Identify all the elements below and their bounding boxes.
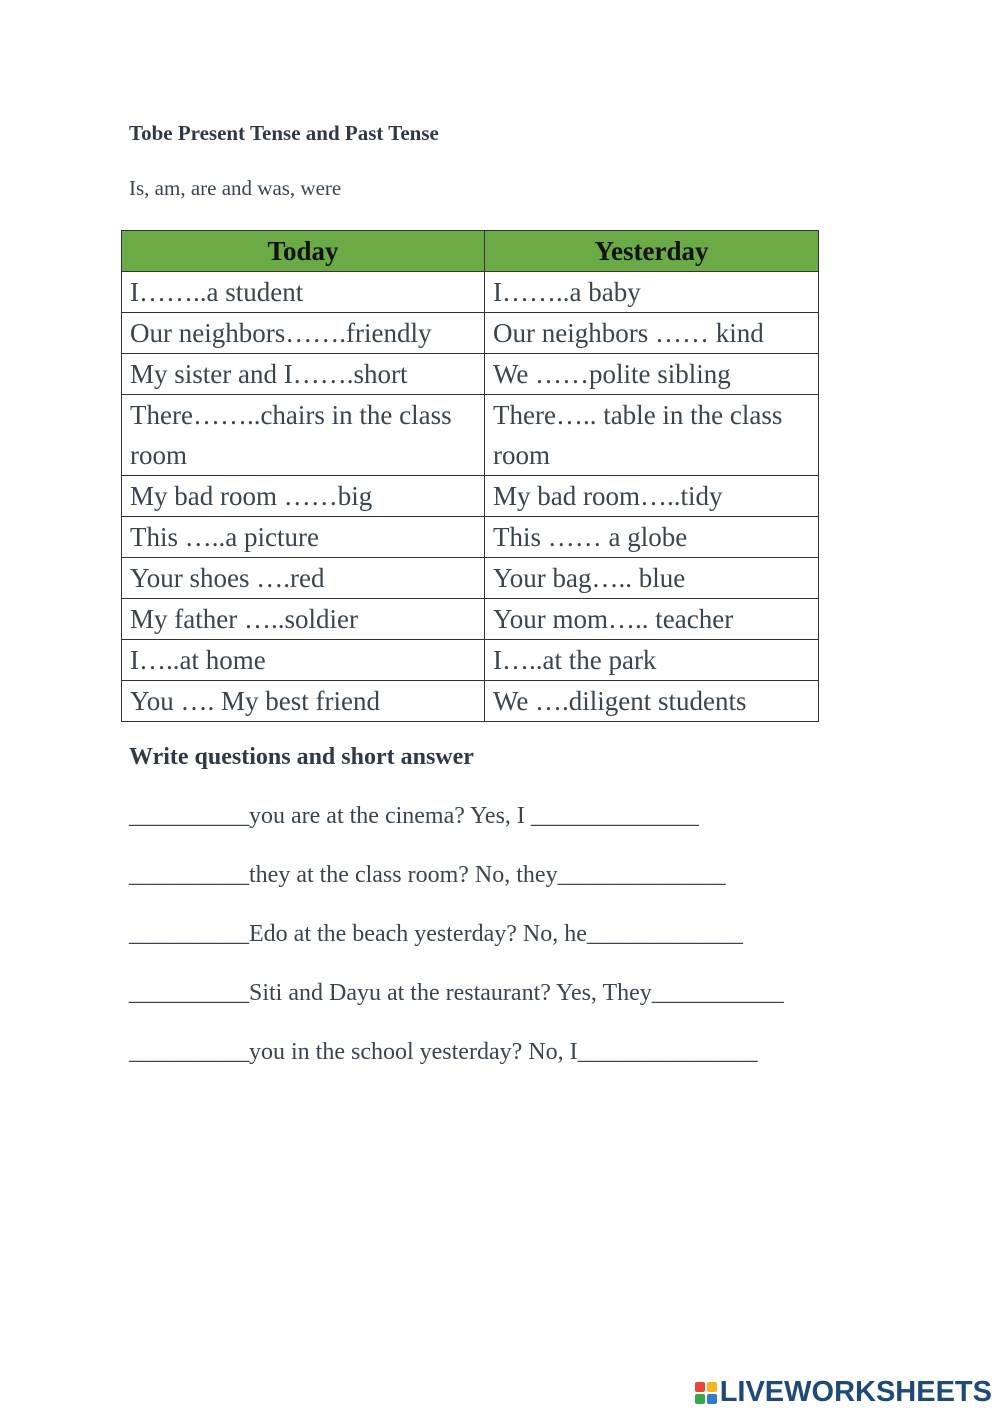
- question-line: __________you are at the cinema? Yes, I ______________: [129, 803, 699, 829]
- yesterday-cell: Our neighbors …… kind: [485, 313, 819, 354]
- today-cell: This …..a picture: [122, 517, 485, 558]
- today-cell: Our neighbors…….friendly: [122, 313, 485, 354]
- today-cell: My bad room ……big: [122, 476, 485, 517]
- yesterday-cell: This …… a globe: [485, 517, 819, 558]
- table-row: [122, 681, 819, 722]
- table-row: [122, 558, 819, 599]
- table-row: [122, 476, 819, 517]
- logo-square: [695, 1394, 705, 1404]
- logo-text: LIVEWORKSHEETS: [719, 1376, 992, 1408]
- yesterday-cell: There….. table in the class room: [485, 395, 819, 476]
- today-cell: Your shoes ….red: [122, 558, 485, 599]
- logo-square: [707, 1382, 717, 1392]
- table-row: [122, 354, 819, 395]
- yesterday-cell: We ….diligent students: [485, 681, 819, 722]
- worksheet-title: Tobe Present Tense and Past Tense: [129, 121, 439, 145]
- header-yesterday: Yesterday: [485, 231, 819, 272]
- logo-square: [707, 1394, 717, 1404]
- question-line: __________Edo at the beach yesterday? No, he_____________: [129, 921, 743, 947]
- yesterday-cell: I……..a baby: [485, 272, 819, 313]
- question-line: __________Siti and Dayu at the restaurant? Yes, They___________: [129, 980, 784, 1006]
- yesterday-cell: We ……polite sibling: [485, 354, 819, 395]
- section-heading: Write questions and short answer: [129, 744, 474, 770]
- question-line: __________they at the class room? No, they______________: [129, 862, 726, 888]
- header-today: Today: [122, 231, 485, 272]
- today-cell: You …. My best friend: [122, 681, 485, 722]
- today-cell: My father …..soldier: [122, 599, 485, 640]
- yesterday-cell: I…..at the park: [485, 640, 819, 681]
- yesterday-cell: Your mom….. teacher: [485, 599, 819, 640]
- table-row: [122, 517, 819, 558]
- yesterday-cell: Your bag….. blue: [485, 558, 819, 599]
- yesterday-cell: My bad room…..tidy: [485, 476, 819, 517]
- table-row: [122, 640, 819, 681]
- liveworksheets-logo-icon: [695, 1382, 717, 1404]
- today-cell: There……..chairs in the class room: [122, 395, 485, 476]
- today-cell: My sister and I…….short: [122, 354, 485, 395]
- question-line: __________you in the school yesterday? No, I_______________: [129, 1039, 758, 1065]
- worksheet-subtitle: Is, am, are and was, were: [129, 176, 342, 200]
- table-row: [122, 272, 819, 313]
- table-header-row: [122, 231, 819, 272]
- table-row: [122, 313, 819, 354]
- table-row: [122, 599, 819, 640]
- today-cell: I…..at home: [122, 640, 485, 681]
- tense-table: [121, 230, 819, 722]
- liveworksheets-logo: [695, 1376, 992, 1409]
- table-row: [122, 395, 819, 476]
- logo-square: [695, 1382, 705, 1392]
- today-cell: I……..a student: [122, 272, 485, 313]
